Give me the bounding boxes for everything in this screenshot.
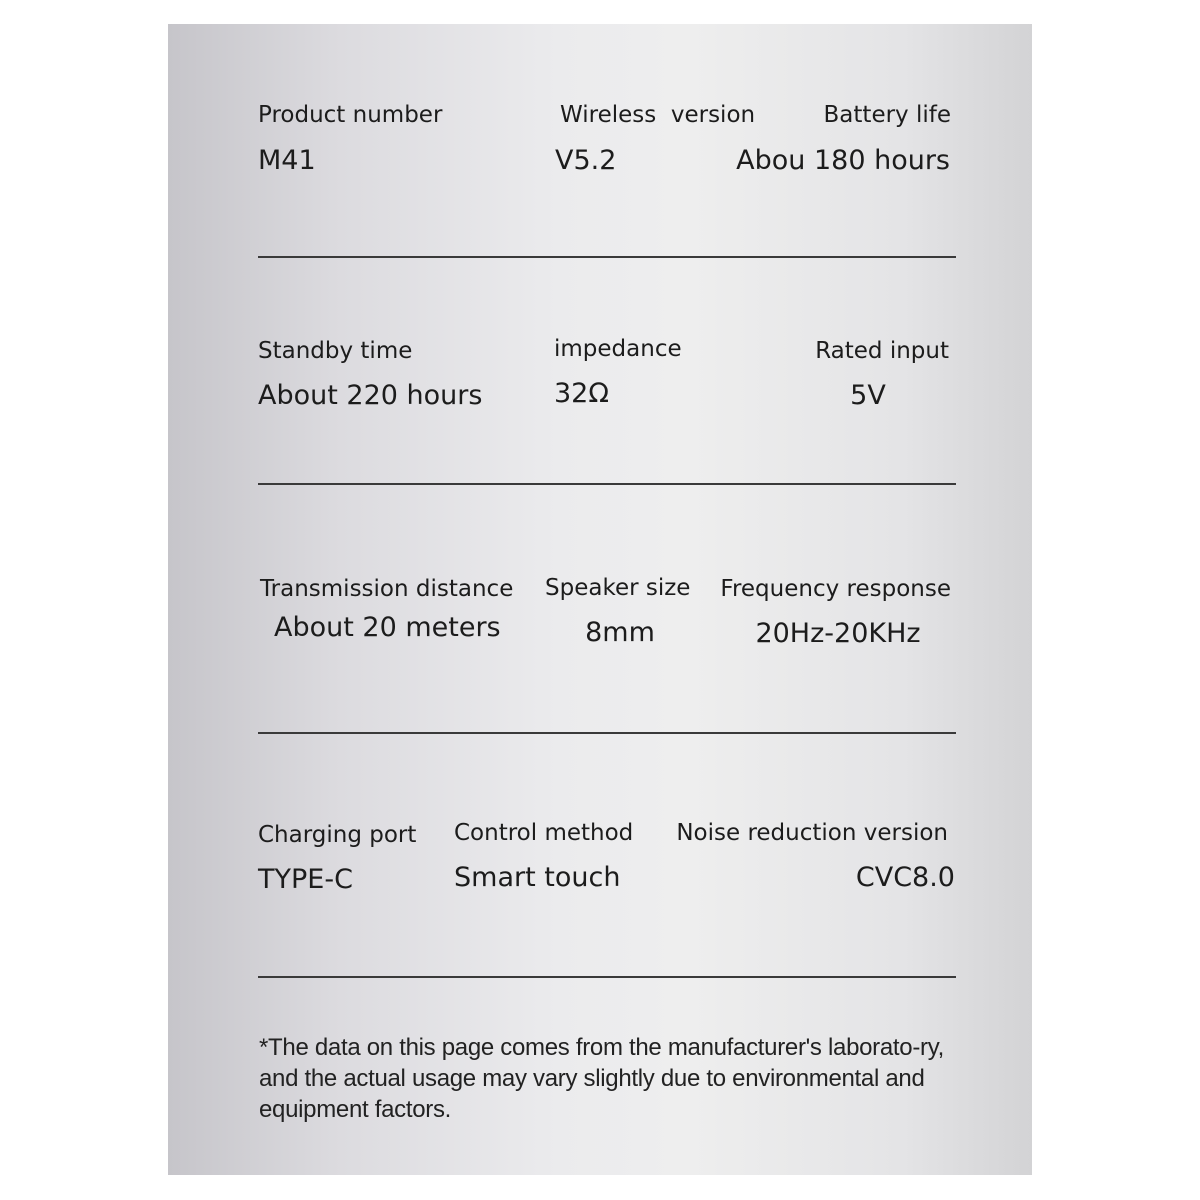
- spec-value: Smart touch: [454, 862, 621, 893]
- spec-value: 5V: [850, 380, 886, 411]
- spec-value: 20Hz-20KHz: [755, 618, 921, 649]
- spec-label: Charging port: [258, 822, 417, 848]
- spec-label: Wireless version: [560, 102, 756, 128]
- spec-label: impedance: [554, 336, 682, 362]
- spec-label: Noise reduction version: [676, 820, 948, 846]
- divider: [258, 732, 956, 734]
- spec-value: 8mm: [585, 617, 655, 648]
- footnote: *The data on this page comes from the manufacturer's laborato-ry, and the actual usage may vary slightly due to environmental and equipment factors.: [259, 1034, 944, 1123]
- spec-label: Speaker size: [545, 575, 691, 601]
- spec-label: Frequency response: [720, 576, 951, 602]
- spec-value: 32Ω: [554, 378, 609, 409]
- spec-label: Standby time: [258, 338, 413, 364]
- spec-value: CVC8.0: [855, 862, 955, 893]
- spec-value: About 20 meters: [274, 612, 501, 643]
- spec-label: Transmission distance: [260, 576, 514, 602]
- spec-label: Control method: [454, 820, 634, 846]
- spec-label: Product number: [258, 102, 443, 128]
- spec-value: About 220 hours: [258, 380, 483, 411]
- spec-label: Rated input: [815, 338, 949, 364]
- spec-value: M41: [258, 145, 316, 176]
- spec-value: TYPE-C: [258, 864, 353, 895]
- divider: [258, 976, 956, 978]
- divider: [258, 256, 956, 258]
- divider: [258, 483, 956, 485]
- spec-label: Battery life: [823, 102, 951, 128]
- spec-value: Abou 180 hours: [736, 145, 950, 176]
- spec-value: V5.2: [555, 145, 617, 176]
